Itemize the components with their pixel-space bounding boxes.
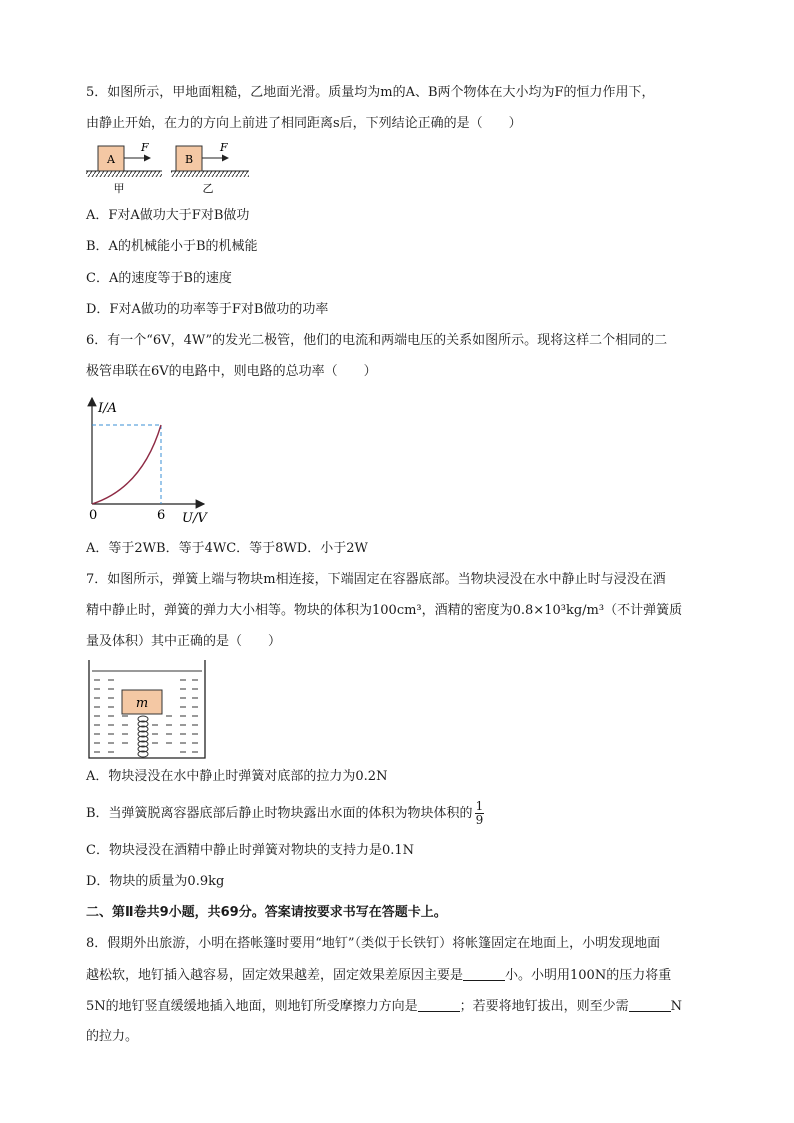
ground-yi-label: 乙 bbox=[202, 182, 214, 195]
q8-line2-part1: 越松软，地钉插入越容易，固定效果越差，固定效果差原因主要是 bbox=[86, 968, 464, 983]
q5-figure bbox=[86, 138, 256, 196]
answer-blank-1[interactable] bbox=[463, 966, 505, 981]
x-tick-6: 6 bbox=[157, 508, 166, 523]
q8-stem-line3 bbox=[86, 997, 682, 1016]
section-2-heading: 二、第Ⅱ卷共9小题，共69分。答案请按要求书写在答题卡上。 bbox=[86, 905, 447, 920]
ground-yi bbox=[171, 171, 249, 177]
block-m-label: m bbox=[135, 696, 149, 711]
q5-option-b: B．A的机械能小于B的机械能 bbox=[86, 239, 258, 254]
origin-label: 0 bbox=[89, 508, 98, 523]
q8-stem-line1: 8．假期外出旅游，小明在搭帐篷时要用“地钉”（类似于长铁钉）将帐篷固定在地面上，小明发现地面 bbox=[86, 936, 661, 951]
q5-option-c: C．A的速度等于B的速度 bbox=[86, 271, 232, 286]
answer-blank-3[interactable] bbox=[629, 997, 671, 1012]
force-b-label: F bbox=[220, 141, 228, 154]
y-axis-label: I/A bbox=[98, 401, 117, 416]
q6-options: A．等于2WB．等于4WC．等于8WD．小于2W bbox=[86, 541, 368, 556]
fraction-denominator: 9 bbox=[475, 813, 484, 827]
q8-line2-part2: 小。小明用100N的压力将重 bbox=[505, 968, 672, 983]
ground-jia bbox=[86, 171, 162, 177]
q7-stem-line3: 量及体积）其中正确的是（ ） bbox=[86, 634, 282, 649]
q8-line3-part2: ；若要将地钉拔出，则至少需 bbox=[459, 999, 629, 1014]
q8-line3-part1: 5N的地钉竖直缓缓地插入地面，则地钉所受摩擦力方向是 bbox=[86, 999, 418, 1014]
q7-option-b-text: B．当弹簧脱离容器底部后静止时物块露出水面的体积为物块体积的 bbox=[86, 806, 473, 821]
q7-stem-line1: 7．如图所示，弹簧上端与物块m相连接，下端固定在容器底部。当物块浸没在水中静止时与浸没在酒 bbox=[86, 572, 666, 587]
iv-curve bbox=[92, 425, 161, 504]
block-a-label: A bbox=[107, 153, 115, 166]
spring bbox=[138, 716, 148, 757]
q5-option-a: A．F对A做功大于F对B做功 bbox=[86, 208, 250, 223]
q7-option-a: A．物块浸没在水中静止时弹簧对底部的拉力为0.2N bbox=[86, 769, 388, 784]
fraction-numerator: 1 bbox=[475, 799, 484, 813]
q5-stem-line2: 由静止开始，在力的方向上前进了相同距离s后，下列结论正确的是（ ） bbox=[86, 116, 522, 131]
q8-line3-part3: N bbox=[670, 999, 683, 1014]
q7-option-d: D．物块的质量为0.9kg bbox=[86, 874, 225, 889]
q8-stem-line4: 的拉力。 bbox=[86, 1029, 139, 1044]
q6-stem-line2: 极管串联在6V的电路中，则电路的总功率（ ） bbox=[86, 364, 377, 379]
q7-option-b bbox=[86, 796, 484, 832]
q8-stem-line2 bbox=[86, 966, 671, 985]
q7-option-c: C．物块浸没在酒精中静止时弹簧对物块的支持力是0.1N bbox=[86, 843, 414, 858]
q7-figure bbox=[86, 658, 208, 762]
x-axis-label: U/V bbox=[182, 511, 207, 526]
answer-blank-2[interactable] bbox=[418, 997, 460, 1012]
block-b-label: B bbox=[184, 153, 194, 166]
q6-stem-line1: 6．有一个“6V，4W”的发光二极管，他们的电流和两端电压的关系如图所示。现将这样二个相同的二 bbox=[86, 333, 668, 348]
q7-stem-line2: 精中静止时，弹簧的弹力大小相等。物块的体积为100cm³，酒精的密度为0.8×10³kg/m³（不计弹簧质 bbox=[86, 603, 683, 618]
q5-stem-line1: 5．如图所示，甲地面粗糙，乙地面光滑。质量均为m的A、B两个物体在大小均为F的恒力作用下， bbox=[86, 85, 655, 100]
force-a-label: F bbox=[141, 141, 149, 154]
fraction-one-ninth bbox=[475, 800, 485, 827]
q5-option-d: D．F对A做功的功率等于F对B做功的功率 bbox=[86, 302, 329, 317]
q6-iv-graph bbox=[84, 392, 224, 526]
ground-jia-label: 甲 bbox=[113, 182, 125, 195]
